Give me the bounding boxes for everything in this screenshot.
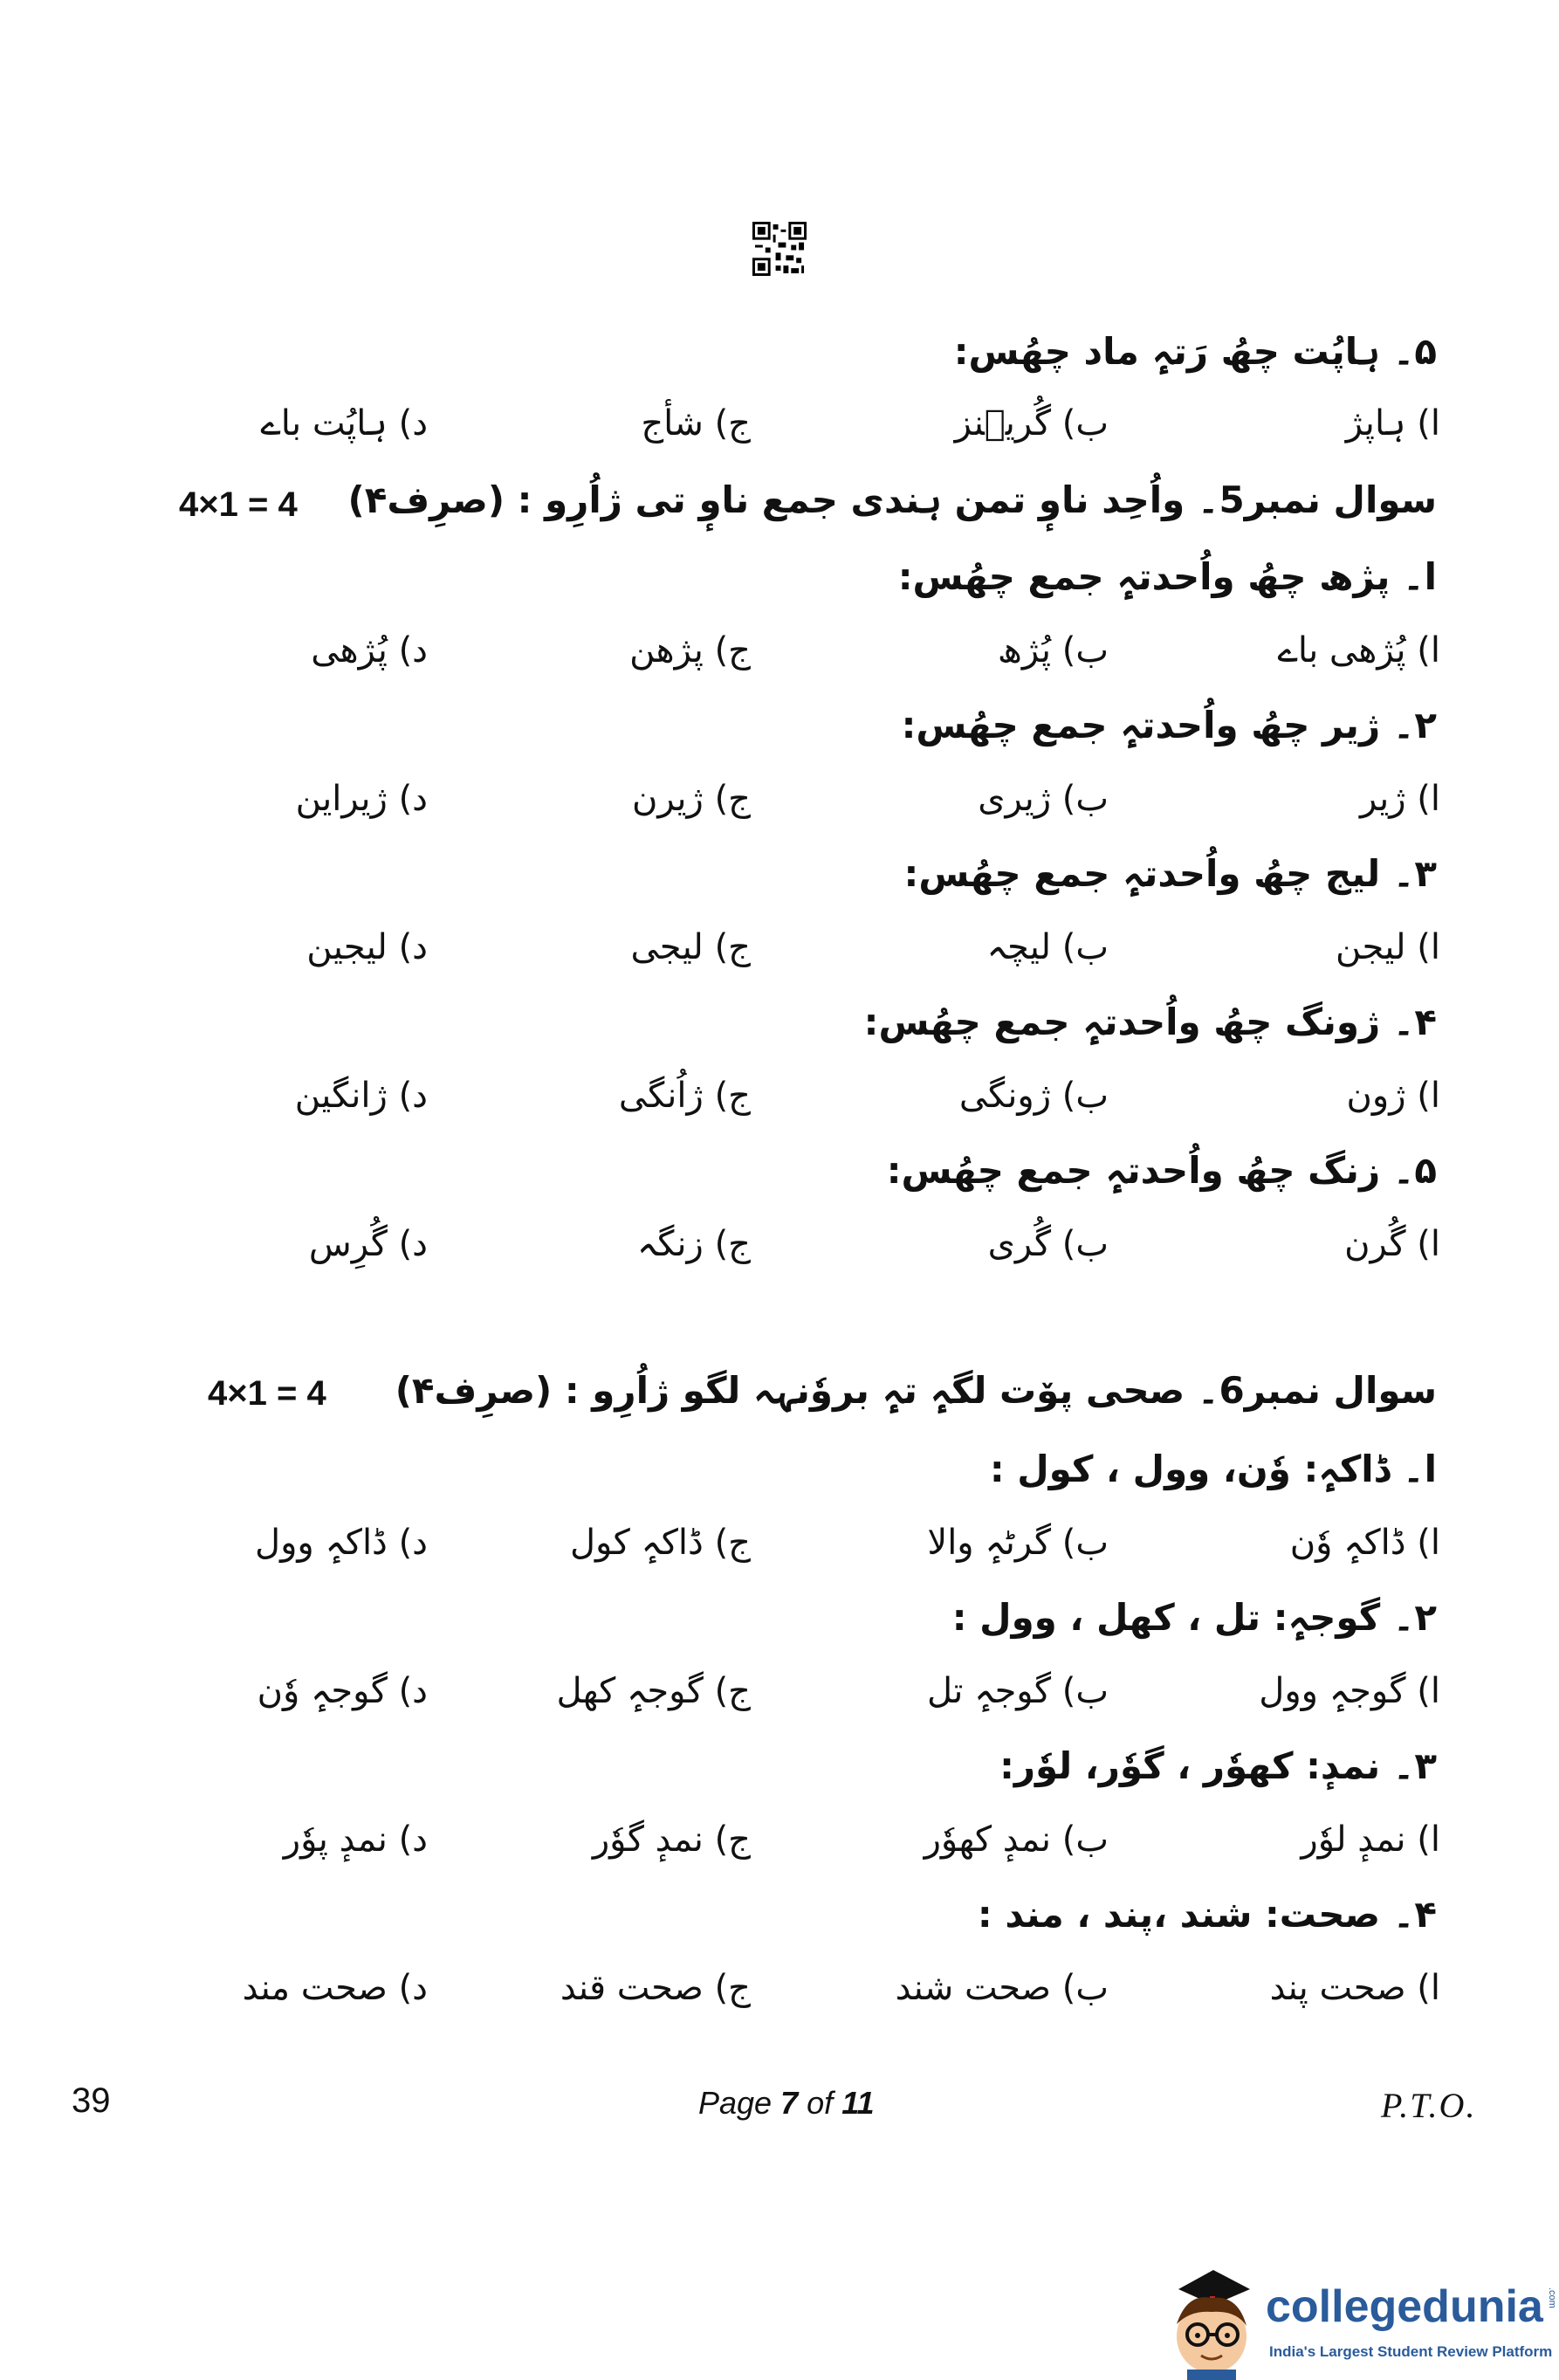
option-b: ب) گوجہٕ تل xyxy=(927,1671,1109,1711)
option-d: د) لیجین xyxy=(306,927,428,967)
q5-item4-prompt: ۴۔ ژونگ چھُ واُحدتہٕ جمع چھُس: xyxy=(863,1001,1437,1043)
q6-item4-prompt: ۴۔ صحت: شند ،پند ، مند : xyxy=(977,1893,1437,1936)
option-d: د) ڈاکہٕ وول xyxy=(255,1523,428,1563)
option-b: ب) ژونگی xyxy=(958,1076,1109,1116)
option-a: ا) گُرن xyxy=(1344,1224,1440,1264)
page-prefix: Page xyxy=(698,2085,773,2121)
q6-item2-options xyxy=(140,1671,1440,1723)
q6-item1-prompt: ا۔ ڈاکہٕ: وٗن، وول ، کول : xyxy=(989,1448,1437,1490)
option-c: ج) ڈاکہٕ کول xyxy=(569,1523,751,1563)
option-a: ا) نمدٕ لوٗر xyxy=(1301,1819,1440,1860)
brand-domain: .com xyxy=(1547,2287,1557,2308)
option-d: د) گوجہٕ وٗن xyxy=(257,1671,428,1711)
q5-marks: 4×1 = 4 xyxy=(179,485,298,524)
option-c: ج) گوجہٕ کھل xyxy=(556,1671,751,1711)
option-a: ا) ژیر xyxy=(1360,779,1440,819)
q5-item2-prompt: ۲۔ ژیر چھُ واُحدتہٕ جمع چھُس: xyxy=(901,704,1437,746)
q4-item5-prompt: ۵۔ ہاپُت چھُ رَتہٕ ماد چھُس: xyxy=(953,330,1437,373)
q5-item1-options xyxy=(140,630,1440,683)
option-d: د) نمدٕ پوٗر xyxy=(283,1819,428,1860)
option-b: ب) گرٹہٕ والا xyxy=(927,1523,1109,1563)
option-b: ب) ژیری xyxy=(978,779,1109,819)
q5-item3-prompt: ۳۔ لیج چھُ واُحدتہٕ جمع چھُس: xyxy=(903,852,1437,895)
q6-heading: سوال نمبر6۔ صحی پۆت لگہٕ تہٕ بروٗنہہ لگو ژاُرِو : (صرِف۴) xyxy=(395,1369,1437,1412)
option-a: ا) لیجن xyxy=(1336,927,1440,967)
brand-name: collegedunia xyxy=(1266,2281,1543,2332)
q6-item3-options xyxy=(140,1819,1440,1872)
qr-code-icon xyxy=(752,222,807,276)
q6-item4-options xyxy=(140,1968,1440,2020)
q5-item4-options xyxy=(140,1076,1440,1128)
option-a: ا) ہاپژ xyxy=(1345,403,1440,444)
page-indicator xyxy=(698,2085,875,2122)
option-d: د) پُژھی xyxy=(311,630,428,671)
q6-item2-prompt: ۲۔ گوجہٕ: تل ، کھل ، وول : xyxy=(951,1596,1437,1639)
page-number: 39 xyxy=(72,2081,111,2120)
option-c: ج) پژھن xyxy=(629,630,751,671)
option-c: ج) زنگہ xyxy=(636,1224,751,1264)
option-c: ج) لیجی xyxy=(630,927,751,967)
option-a: ا) گوجہٕ وول xyxy=(1259,1671,1440,1711)
option-c: ج) صحت قند xyxy=(560,1968,751,2008)
option-b: ب) لیچہ xyxy=(986,927,1109,967)
q6-item1-options xyxy=(140,1523,1440,1575)
option-b: ب) گُریٖنز xyxy=(954,403,1109,444)
q6-item3-prompt: ۳۔ نمدٕ: کھوٗر ، گوٗر، لوٗر: xyxy=(999,1744,1437,1787)
option-b: ب) گُری xyxy=(987,1224,1109,1264)
q5-item3-options xyxy=(140,927,1440,980)
option-d: د) صحت مند xyxy=(242,1968,428,2008)
option-a: ا) ژون xyxy=(1346,1076,1440,1116)
pto-label: P.T.O. xyxy=(1381,2086,1477,2125)
page-of: of xyxy=(807,2085,834,2121)
option-b: ب) صحت شند xyxy=(895,1968,1109,2008)
option-d: د) ژیراین xyxy=(295,779,428,819)
option-d: د) ژانگین xyxy=(294,1076,428,1116)
q6-marks: 4×1 = 4 xyxy=(208,1374,326,1413)
page-total: 11 xyxy=(841,2085,875,2121)
option-d: د) ہاپُت باے xyxy=(260,403,428,444)
q5-item5-options xyxy=(140,1224,1440,1276)
option-b: ب) نمدٕ کھوٗر xyxy=(924,1819,1109,1860)
option-a: ا) پُژھی باے xyxy=(1277,630,1440,671)
q4-item5-options xyxy=(140,403,1440,456)
mascot-icon xyxy=(1152,2263,1266,2380)
q5-item1-prompt: ا۔ پژھ چھُ واُحدتہٕ جمع چھُس: xyxy=(897,555,1437,598)
option-c: ج) ژاُنگی xyxy=(618,1076,751,1116)
option-a: ا) ڈاکہٕ وٗن xyxy=(1289,1523,1440,1563)
option-c: ج) نمدٕ گوٗر xyxy=(592,1819,751,1860)
q5-item5-prompt: ۵۔ زنگ چھُ واُحدتہٕ جمع چھُس: xyxy=(886,1149,1437,1192)
q5-heading: سوال نمبر5۔ واُحِد ناوٕ تمن ہندی جمع ناوٕ تی ژاُرِو : (صرِف۴) xyxy=(347,478,1437,521)
option-b: ب) پُژھ xyxy=(997,630,1109,671)
q5-item2-options xyxy=(140,779,1440,831)
brand-logo xyxy=(1152,2263,1559,2380)
option-a: ا) صحت پند xyxy=(1269,1968,1440,2008)
page-current: 7 xyxy=(780,2085,799,2121)
option-d: د) گُرِس xyxy=(308,1224,428,1264)
option-c: ج) ژیرن xyxy=(631,779,751,819)
option-c: ج) شأج xyxy=(641,403,751,444)
brand-tagline: India's Largest Student Review Platform xyxy=(1269,2343,1553,2360)
